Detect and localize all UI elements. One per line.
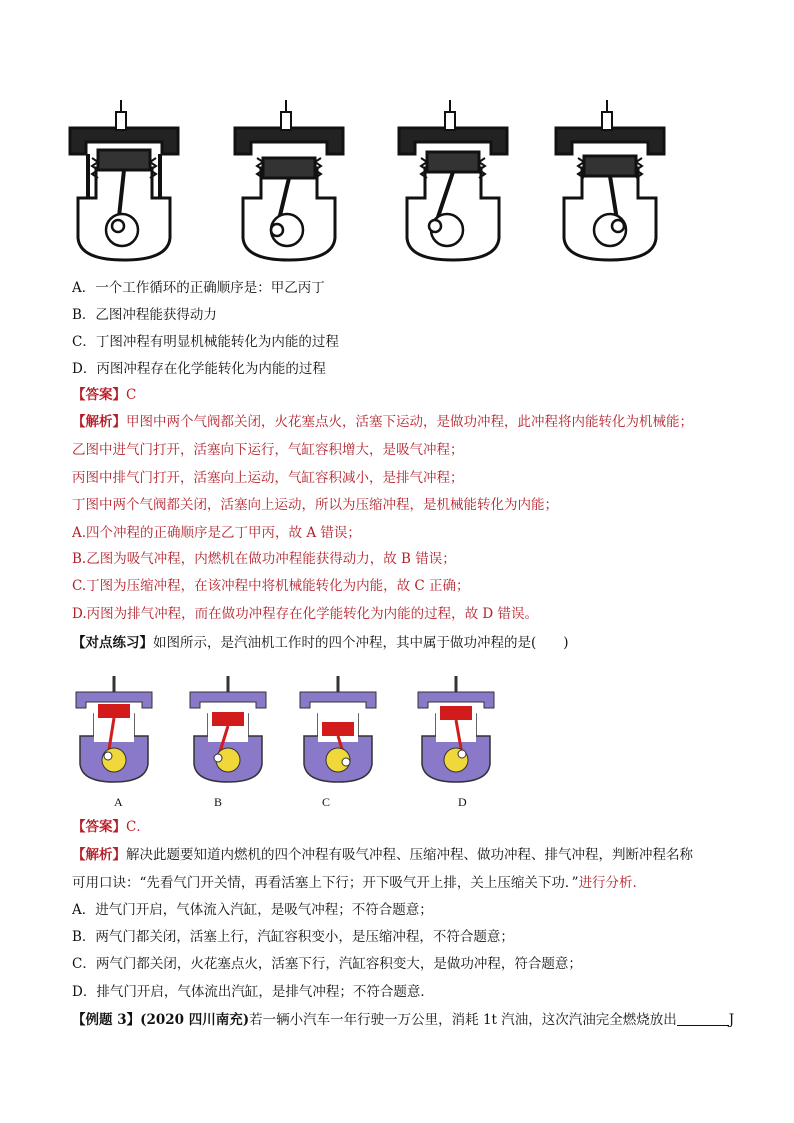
practice-answer-label: 【答案】 bbox=[72, 819, 126, 835]
analysis-line-3: 丙图中排气门打开，活塞向上运动，气缸容积减小，是排气冲程； bbox=[72, 470, 464, 486]
practice-answer-value: C． bbox=[126, 819, 150, 835]
fig-label-c: C bbox=[322, 795, 331, 809]
example3-label: 【例题 3】 bbox=[72, 1012, 141, 1028]
analysis-line-6: B.乙图为吸气冲程，内燃机在做功冲程能获得动力，故 B 错误； bbox=[72, 551, 456, 567]
analysis-line-5: A.四个冲程的正确顺序是乙丁甲丙，故 A 错误； bbox=[72, 525, 361, 541]
engine-figure-b bbox=[186, 674, 270, 784]
analysis-line-2: 乙图中进气门打开，活塞向下运行，气缸容积增大，是吸气冲程； bbox=[72, 442, 464, 458]
option-a: A．一个工作循环的正确顺序是：甲乙丙丁 bbox=[72, 280, 325, 296]
option-c: C．丁图冲程有明显机械能转化为内能的过程 bbox=[72, 334, 339, 350]
example3-line bbox=[72, 1011, 734, 1029]
engine-figure-jia bbox=[66, 98, 182, 264]
engine-figure-yi bbox=[231, 98, 347, 264]
option-b: B．乙图冲程能获得动力 bbox=[72, 307, 217, 323]
example3-source: (2020 四川南充) bbox=[140, 1012, 250, 1028]
analysis-label: 【解析】 bbox=[72, 414, 126, 430]
answer-line bbox=[72, 386, 136, 404]
practice-option-c: C．两气门都关闭，火花塞点火，活塞下行，汽缸容积变大，是做功冲程，符合题意； bbox=[72, 956, 582, 972]
answer-label: 【答案】 bbox=[72, 387, 126, 403]
answer-value: C bbox=[126, 387, 137, 403]
practice-analysis-label: 【解析】 bbox=[72, 847, 126, 863]
practice-analysis-line-2: 可用口诀：“先看气门开关情，再看活塞上下行；开下吸气开上排，关上压缩关下功．”进行分析. bbox=[72, 875, 637, 891]
example3-text: 若一辆小汽车一年行驶一万公里，消耗 1t 汽油，这次汽油完全燃烧放出 bbox=[249, 1012, 677, 1028]
practice-option-d: D．排气门开启，气体流出汽缸，是排气冲程；不符合题意． bbox=[72, 984, 434, 1000]
analysis-line-1: 【解析】甲图中两个气阀都关闭，火花塞点火，活塞下运动，是做功冲程，此冲程将内能转化为机械能； bbox=[72, 414, 693, 430]
practice-answer-line bbox=[72, 818, 150, 836]
practice-label: 【对点练习】 bbox=[72, 635, 153, 651]
option-d: D．丙图冲程存在化学能转化为内能的过程 bbox=[72, 361, 326, 377]
analysis-line-8: D.丙图为排气冲程，而在做功冲程存在化学能转化为内能的过程，故 D 错误。 bbox=[72, 606, 539, 622]
engine-figure-ding bbox=[552, 98, 668, 264]
analysis-line-7: C.丁图为压缩冲程，在该冲程中将机械能转化为内能，故 C 正确； bbox=[72, 578, 470, 594]
practice-option-a: A．进气门开启，气体流入汽缸，是吸气冲程；不符合题意； bbox=[72, 902, 433, 918]
engine-figure-a bbox=[72, 674, 156, 784]
practice-question: 【对点练习】如图所示，是汽油机工作时的四个冲程，其中属于做功冲程的是( ) bbox=[72, 635, 569, 651]
fig-label-b: B bbox=[214, 795, 223, 809]
fig-label-a: A bbox=[114, 795, 123, 809]
engine-figure-c bbox=[296, 674, 380, 784]
practice-option-b: B．两气门都关闭，活塞上行，汽缸容积变小，是压缩冲程，不符合题意； bbox=[72, 929, 514, 945]
fig-label-d: D bbox=[458, 795, 467, 809]
example3-unit: J bbox=[728, 1012, 735, 1028]
answer-blank[interactable] bbox=[677, 1012, 729, 1026]
analysis-line-4: 丁图中两个气阀都关闭，活塞向上运动，所以为压缩冲程，是机械能转化为内能； bbox=[72, 497, 558, 513]
practice-analysis-line-1: 【解析】解决此题要知道内燃机的四个冲程有吸气冲程、压缩冲程、做功冲程、排气冲程，判断冲程名称 bbox=[72, 847, 693, 863]
engine-figure-d bbox=[414, 674, 498, 784]
engine-figure-bing bbox=[395, 98, 511, 264]
